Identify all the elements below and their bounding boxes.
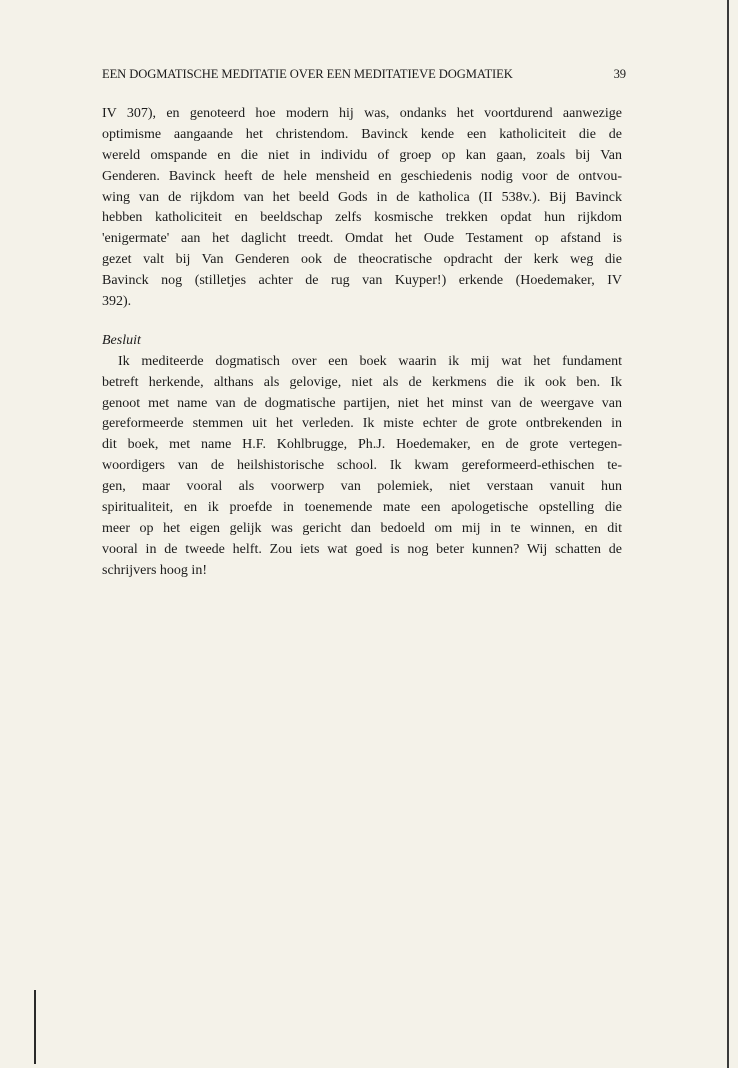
running-head-title: EEN DOGMATISCHE MEDITATIE OVER EEN MEDITATIEVE DOGMATIEK — [102, 67, 513, 81]
text-line: vooral in de tweede helft. Zou iets wat goed is nog beter kunnen? Wij schatten de — [102, 541, 622, 557]
text-line: Genderen. Bavinck heeft de hele mensheid en geschiedenis nodig voor de ontvou- — [102, 168, 622, 184]
text-line: gereformeerde stemmen uit het verleden. Ik miste echter de grote ontbrekenden in — [102, 416, 622, 432]
text-line: genoot met name van de dogmatische partijen, niet het minst van de weergave van — [102, 395, 622, 411]
running-head — [102, 67, 626, 87]
text-line: schrijvers hoog in! — [102, 562, 207, 578]
text-line: 'enigermate' aan het daglicht treedt. Omdat het Oude Testament op afstand is — [102, 231, 622, 247]
text-line: IV 307), en genoteerd hoe modern hij was, ondanks het voortdurend aanwezige — [102, 106, 622, 121]
text-line: wing van de rijkdom van het beeld Gods in de katholica (II 538v.). Bij Bavinck — [102, 189, 622, 205]
text-line: Bavinck nog (stilletjes achter de rug van Kuyper!) erkende (Hoedemaker, IV — [102, 273, 622, 289]
paragraph-continuation — [102, 104, 622, 313]
page-edge-left — [34, 990, 36, 1064]
text-line: gen, maar vooral als voorwerp van polemiek, niet verstaan vanuit hun — [102, 479, 622, 495]
text-line: meer op het eigen gelijk was gericht dan bedoeld om mij in te winnen, en dit — [102, 520, 622, 536]
body-text — [102, 104, 622, 582]
text-line: gezet valt bij Van Genderen ook de theocratische opdracht der kerk weg die — [102, 252, 622, 268]
text-line: betreft herkende, althans als gelovige, niet als de kerkmens die ik ook ben. Ik — [102, 374, 622, 390]
paragraph-conclusion — [102, 352, 622, 582]
text-line: Ik mediteerde dogmatisch over een boek waarin ik mij wat het fundament — [118, 353, 622, 369]
text-line: 392). — [102, 294, 132, 310]
text-line: wereld omspande en die niet in individu of groep op kan gaan, zoals bij Van — [102, 147, 622, 163]
text-line: hebben katholiciteit en beeldschap zelfs kosmische trekken opdat hun rijkdom — [102, 210, 622, 226]
text-line: dit boek, met name H.F. Kohlbrugge, Ph.J. Hoedemaker, en de grote vertegen- — [102, 437, 622, 453]
page-number: 39 — [613, 67, 626, 81]
text-line: woordigers van de heilshistorische school. Ik kwam gereformeerd-ethischen te- — [102, 458, 622, 474]
text-line: spiritualiteit, en ik proefde in toenemende mate een apologetische opstelling die — [102, 500, 622, 516]
section-heading: Besluit — [102, 332, 141, 348]
text-line: optimisme aangaande het christendom. Bavinck kende een katholiciteit die de — [102, 126, 622, 142]
page-edge-right — [727, 0, 729, 1068]
